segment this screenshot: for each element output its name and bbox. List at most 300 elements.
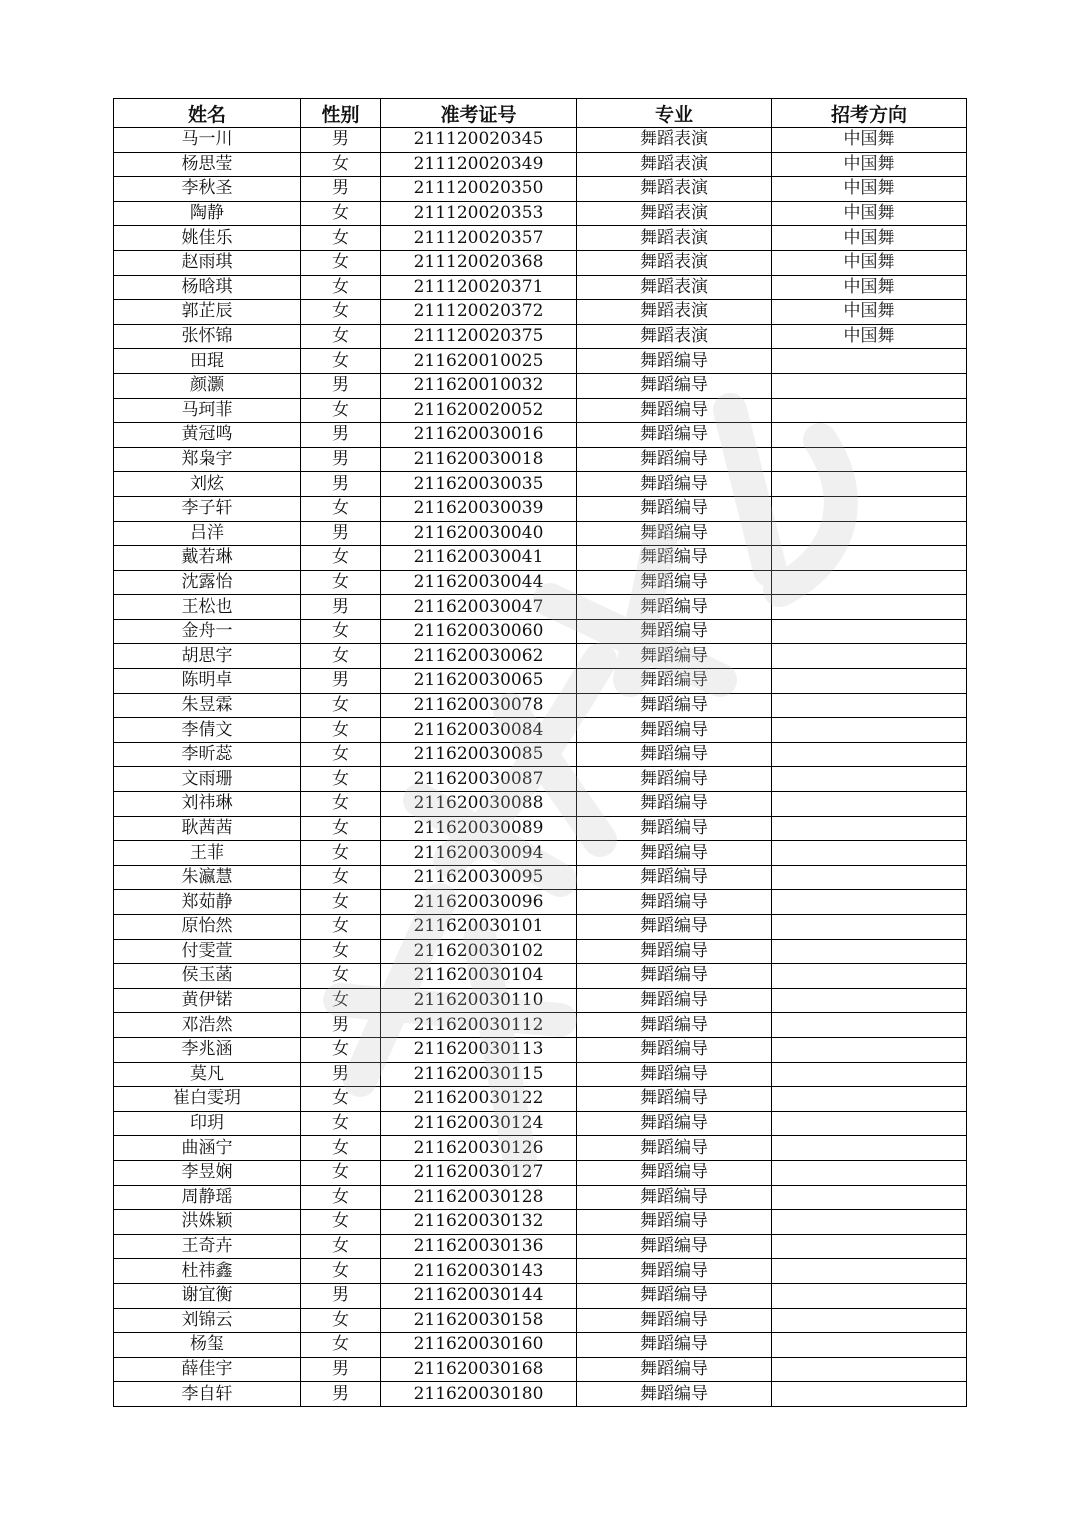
table-row bbox=[114, 324, 967, 349]
cell-direction bbox=[772, 496, 967, 521]
cell-exam-id: 211620020052 bbox=[381, 398, 577, 423]
cell-name: 陶静 bbox=[114, 201, 301, 226]
table-row bbox=[114, 964, 967, 989]
cell-exam-id: 211620030132 bbox=[381, 1210, 577, 1235]
table-row bbox=[114, 816, 967, 841]
table-row bbox=[114, 1283, 967, 1308]
cell-direction bbox=[772, 423, 967, 448]
cell-name: 戴若琳 bbox=[114, 546, 301, 571]
cell-name: 马珂菲 bbox=[114, 398, 301, 423]
cell-gender: 女 bbox=[301, 1185, 381, 1210]
cell-major: 舞蹈编导 bbox=[577, 1111, 772, 1136]
cell-name: 李秋圣 bbox=[114, 177, 301, 202]
cell-gender: 女 bbox=[301, 300, 381, 325]
cell-direction bbox=[772, 447, 967, 472]
cell-exam-id: 211620030144 bbox=[381, 1283, 577, 1308]
cell-name: 朱昱霖 bbox=[114, 693, 301, 718]
table-header-row bbox=[114, 99, 967, 128]
header-major: 专业 bbox=[577, 99, 772, 128]
cell-major: 舞蹈表演 bbox=[577, 128, 772, 153]
cell-gender: 女 bbox=[301, 841, 381, 866]
cell-exam-id: 211120020353 bbox=[381, 201, 577, 226]
cell-gender: 女 bbox=[301, 792, 381, 817]
cell-exam-id: 211620030110 bbox=[381, 988, 577, 1013]
cell-gender: 女 bbox=[301, 693, 381, 718]
cell-name: 曲涵宁 bbox=[114, 1136, 301, 1161]
table-row bbox=[114, 939, 967, 964]
cell-direction bbox=[772, 1234, 967, 1259]
cell-major: 舞蹈表演 bbox=[577, 275, 772, 300]
cell-name: 周静瑶 bbox=[114, 1185, 301, 1210]
cell-name: 邓浩然 bbox=[114, 1013, 301, 1038]
cell-major: 舞蹈编导 bbox=[577, 841, 772, 866]
cell-gender: 女 bbox=[301, 1087, 381, 1112]
table-row bbox=[114, 1357, 967, 1382]
cell-exam-id: 211620030089 bbox=[381, 816, 577, 841]
cell-gender: 男 bbox=[301, 177, 381, 202]
cell-major: 舞蹈编导 bbox=[577, 1308, 772, 1333]
cell-major: 舞蹈编导 bbox=[577, 816, 772, 841]
cell-direction bbox=[772, 546, 967, 571]
cell-major: 舞蹈编导 bbox=[577, 915, 772, 940]
table-row bbox=[114, 226, 967, 251]
cell-exam-id: 211620030095 bbox=[381, 865, 577, 890]
cell-exam-id: 211620030040 bbox=[381, 521, 577, 546]
cell-name: 李倩文 bbox=[114, 718, 301, 743]
cell-direction bbox=[772, 915, 967, 940]
cell-exam-id: 211620030062 bbox=[381, 644, 577, 669]
cell-major: 舞蹈编导 bbox=[577, 447, 772, 472]
cell-name: 付雯萱 bbox=[114, 939, 301, 964]
cell-name: 杨思莹 bbox=[114, 152, 301, 177]
cell-gender: 女 bbox=[301, 226, 381, 251]
table-row bbox=[114, 472, 967, 497]
cell-direction bbox=[772, 964, 967, 989]
table-row bbox=[114, 570, 967, 595]
cell-name: 原怡然 bbox=[114, 915, 301, 940]
cell-exam-id: 211620030160 bbox=[381, 1333, 577, 1358]
cell-major: 舞蹈编导 bbox=[577, 1062, 772, 1087]
cell-name: 刘炫 bbox=[114, 472, 301, 497]
cell-direction: 中国舞 bbox=[772, 152, 967, 177]
cell-major: 舞蹈编导 bbox=[577, 1160, 772, 1185]
cell-gender: 女 bbox=[301, 349, 381, 374]
cell-major: 舞蹈表演 bbox=[577, 226, 772, 251]
cell-major: 舞蹈编导 bbox=[577, 767, 772, 792]
cell-exam-id: 211620030104 bbox=[381, 964, 577, 989]
cell-exam-id: 211620030128 bbox=[381, 1185, 577, 1210]
cell-gender: 女 bbox=[301, 1308, 381, 1333]
cell-major: 舞蹈编导 bbox=[577, 349, 772, 374]
cell-gender: 女 bbox=[301, 324, 381, 349]
cell-name: 谢宜衡 bbox=[114, 1283, 301, 1308]
cell-gender: 女 bbox=[301, 398, 381, 423]
table-row bbox=[114, 792, 967, 817]
cell-direction bbox=[772, 472, 967, 497]
table-row bbox=[114, 619, 967, 644]
cell-major: 舞蹈编导 bbox=[577, 718, 772, 743]
cell-gender: 女 bbox=[301, 1136, 381, 1161]
cell-exam-id: 211620030115 bbox=[381, 1062, 577, 1087]
cell-name: 金舟一 bbox=[114, 619, 301, 644]
table-row bbox=[114, 742, 967, 767]
cell-exam-id: 211620030078 bbox=[381, 693, 577, 718]
cell-direction bbox=[772, 816, 967, 841]
cell-direction bbox=[772, 1185, 967, 1210]
cell-gender: 女 bbox=[301, 496, 381, 521]
cell-major: 舞蹈编导 bbox=[577, 1136, 772, 1161]
cell-major: 舞蹈编导 bbox=[577, 595, 772, 620]
cell-major: 舞蹈编导 bbox=[577, 570, 772, 595]
table-row bbox=[114, 1382, 967, 1407]
cell-direction bbox=[772, 1259, 967, 1284]
cell-major: 舞蹈编导 bbox=[577, 619, 772, 644]
cell-gender: 女 bbox=[301, 1037, 381, 1062]
cell-name: 郑枭宇 bbox=[114, 447, 301, 472]
table-row bbox=[114, 152, 967, 177]
cell-gender: 女 bbox=[301, 890, 381, 915]
cell-major: 舞蹈编导 bbox=[577, 988, 772, 1013]
table-row bbox=[114, 1308, 967, 1333]
table-row bbox=[114, 1185, 967, 1210]
table-row bbox=[114, 865, 967, 890]
table-row bbox=[114, 767, 967, 792]
cell-gender: 女 bbox=[301, 915, 381, 940]
cell-name: 黄冠鸣 bbox=[114, 423, 301, 448]
cell-direction bbox=[772, 718, 967, 743]
cell-name: 李自轩 bbox=[114, 1382, 301, 1407]
cell-gender: 男 bbox=[301, 595, 381, 620]
table-row bbox=[114, 1087, 967, 1112]
cell-major: 舞蹈编导 bbox=[577, 546, 772, 571]
table-row bbox=[114, 300, 967, 325]
cell-direction bbox=[772, 619, 967, 644]
table-row bbox=[114, 1037, 967, 1062]
cell-direction: 中国舞 bbox=[772, 300, 967, 325]
cell-gender: 女 bbox=[301, 570, 381, 595]
cell-exam-id: 211620010032 bbox=[381, 373, 577, 398]
table-row bbox=[114, 496, 967, 521]
cell-major: 舞蹈编导 bbox=[577, 964, 772, 989]
cell-major: 舞蹈编导 bbox=[577, 1283, 772, 1308]
cell-exam-id: 211620030127 bbox=[381, 1160, 577, 1185]
cell-direction bbox=[772, 669, 967, 694]
cell-major: 舞蹈编导 bbox=[577, 472, 772, 497]
cell-name: 王奇卉 bbox=[114, 1234, 301, 1259]
table-row bbox=[114, 988, 967, 1013]
cell-major: 舞蹈编导 bbox=[577, 742, 772, 767]
table-row bbox=[114, 128, 967, 153]
cell-gender: 女 bbox=[301, 1333, 381, 1358]
cell-direction bbox=[772, 373, 967, 398]
table-row bbox=[114, 373, 967, 398]
cell-name: 耿茜茜 bbox=[114, 816, 301, 841]
cell-exam-id: 211620030158 bbox=[381, 1308, 577, 1333]
cell-gender: 女 bbox=[301, 1111, 381, 1136]
cell-direction bbox=[772, 792, 967, 817]
cell-gender: 男 bbox=[301, 669, 381, 694]
cell-name: 郭芷辰 bbox=[114, 300, 301, 325]
cell-major: 舞蹈编导 bbox=[577, 423, 772, 448]
cell-direction bbox=[772, 742, 967, 767]
cell-gender: 女 bbox=[301, 1259, 381, 1284]
cell-major: 舞蹈表演 bbox=[577, 152, 772, 177]
cell-exam-id: 211620030039 bbox=[381, 496, 577, 521]
cell-gender: 女 bbox=[301, 865, 381, 890]
table-row bbox=[114, 595, 967, 620]
cell-exam-id: 211620030094 bbox=[381, 841, 577, 866]
table-row bbox=[114, 693, 967, 718]
cell-direction bbox=[772, 890, 967, 915]
cell-major: 舞蹈编导 bbox=[577, 398, 772, 423]
cell-exam-id: 211120020349 bbox=[381, 152, 577, 177]
cell-direction bbox=[772, 1136, 967, 1161]
cell-major: 舞蹈表演 bbox=[577, 324, 772, 349]
candidate-table bbox=[113, 98, 967, 1407]
table-row bbox=[114, 1136, 967, 1161]
cell-exam-id: 211620030136 bbox=[381, 1234, 577, 1259]
table-row bbox=[114, 201, 967, 226]
cell-exam-id: 211620030084 bbox=[381, 718, 577, 743]
cell-exam-id: 211620030124 bbox=[381, 1111, 577, 1136]
table-row bbox=[114, 841, 967, 866]
cell-direction: 中国舞 bbox=[772, 226, 967, 251]
table-row bbox=[114, 521, 967, 546]
cell-major: 舞蹈编导 bbox=[577, 1013, 772, 1038]
cell-major: 舞蹈编导 bbox=[577, 521, 772, 546]
cell-exam-id: 211620030102 bbox=[381, 939, 577, 964]
table-row bbox=[114, 275, 967, 300]
cell-direction: 中国舞 bbox=[772, 324, 967, 349]
cell-exam-id: 211620030088 bbox=[381, 792, 577, 817]
cell-direction bbox=[772, 693, 967, 718]
cell-exam-id: 211620030113 bbox=[381, 1037, 577, 1062]
cell-name: 李昱娴 bbox=[114, 1160, 301, 1185]
table-row bbox=[114, 669, 967, 694]
cell-exam-id: 211620030018 bbox=[381, 447, 577, 472]
cell-direction bbox=[772, 1013, 967, 1038]
cell-gender: 女 bbox=[301, 275, 381, 300]
cell-major: 舞蹈编导 bbox=[577, 669, 772, 694]
cell-direction bbox=[772, 1210, 967, 1235]
table-row bbox=[114, 1210, 967, 1235]
cell-direction bbox=[772, 1357, 967, 1382]
cell-gender: 男 bbox=[301, 447, 381, 472]
cell-gender: 男 bbox=[301, 423, 381, 448]
cell-gender: 男 bbox=[301, 521, 381, 546]
table-row bbox=[114, 1259, 967, 1284]
cell-gender: 男 bbox=[301, 1013, 381, 1038]
cell-direction bbox=[772, 1283, 967, 1308]
cell-major: 舞蹈编导 bbox=[577, 1382, 772, 1407]
cell-name: 颜灏 bbox=[114, 373, 301, 398]
cell-direction bbox=[772, 595, 967, 620]
cell-exam-id: 211620030047 bbox=[381, 595, 577, 620]
cell-direction bbox=[772, 841, 967, 866]
cell-gender: 女 bbox=[301, 718, 381, 743]
cell-exam-id: 211620030041 bbox=[381, 546, 577, 571]
cell-direction bbox=[772, 939, 967, 964]
table-row bbox=[114, 644, 967, 669]
cell-name: 黄伊锘 bbox=[114, 988, 301, 1013]
cell-gender: 男 bbox=[301, 373, 381, 398]
cell-name: 刘锦云 bbox=[114, 1308, 301, 1333]
cell-exam-id: 211120020350 bbox=[381, 177, 577, 202]
cell-major: 舞蹈编导 bbox=[577, 496, 772, 521]
cell-name: 洪姝颖 bbox=[114, 1210, 301, 1235]
cell-name: 崔白雯玥 bbox=[114, 1087, 301, 1112]
cell-gender: 女 bbox=[301, 1234, 381, 1259]
cell-gender: 女 bbox=[301, 250, 381, 275]
cell-name: 杨晗琪 bbox=[114, 275, 301, 300]
cell-direction: 中国舞 bbox=[772, 177, 967, 202]
table-row bbox=[114, 546, 967, 571]
cell-direction bbox=[772, 570, 967, 595]
cell-exam-id: 211620030126 bbox=[381, 1136, 577, 1161]
table-row bbox=[114, 398, 967, 423]
cell-major: 舞蹈编导 bbox=[577, 1087, 772, 1112]
cell-direction bbox=[772, 767, 967, 792]
table-row bbox=[114, 447, 967, 472]
cell-major: 舞蹈编导 bbox=[577, 1357, 772, 1382]
cell-direction bbox=[772, 1308, 967, 1333]
cell-direction: 中国舞 bbox=[772, 201, 967, 226]
cell-name: 文雨珊 bbox=[114, 767, 301, 792]
cell-exam-id: 211620030085 bbox=[381, 742, 577, 767]
cell-exam-id: 211620030122 bbox=[381, 1087, 577, 1112]
cell-major: 舞蹈编导 bbox=[577, 1333, 772, 1358]
cell-name: 郑茹静 bbox=[114, 890, 301, 915]
cell-direction bbox=[772, 1037, 967, 1062]
cell-gender: 女 bbox=[301, 546, 381, 571]
cell-major: 舞蹈编导 bbox=[577, 373, 772, 398]
cell-gender: 女 bbox=[301, 939, 381, 964]
table-row bbox=[114, 1234, 967, 1259]
cell-major: 舞蹈编导 bbox=[577, 865, 772, 890]
cell-direction: 中国舞 bbox=[772, 250, 967, 275]
table-body bbox=[114, 128, 967, 1407]
cell-direction bbox=[772, 521, 967, 546]
cell-major: 舞蹈表演 bbox=[577, 250, 772, 275]
cell-major: 舞蹈编导 bbox=[577, 693, 772, 718]
cell-major: 舞蹈编导 bbox=[577, 1259, 772, 1284]
cell-gender: 男 bbox=[301, 1382, 381, 1407]
cell-direction bbox=[772, 644, 967, 669]
cell-exam-id: 211120020368 bbox=[381, 250, 577, 275]
cell-name: 印玥 bbox=[114, 1111, 301, 1136]
cell-direction: 中国舞 bbox=[772, 128, 967, 153]
cell-gender: 女 bbox=[301, 1210, 381, 1235]
cell-exam-id: 211120020375 bbox=[381, 324, 577, 349]
cell-name: 侯玉菡 bbox=[114, 964, 301, 989]
cell-direction bbox=[772, 1333, 967, 1358]
cell-exam-id: 211620030096 bbox=[381, 890, 577, 915]
cell-exam-id: 211120020371 bbox=[381, 275, 577, 300]
cell-name: 莫凡 bbox=[114, 1062, 301, 1087]
cell-name: 李昕蕊 bbox=[114, 742, 301, 767]
table-row bbox=[114, 1111, 967, 1136]
cell-name: 王松也 bbox=[114, 595, 301, 620]
cell-gender: 男 bbox=[301, 1062, 381, 1087]
cell-gender: 男 bbox=[301, 1283, 381, 1308]
cell-gender: 女 bbox=[301, 152, 381, 177]
cell-exam-id: 211620030112 bbox=[381, 1013, 577, 1038]
cell-major: 舞蹈编导 bbox=[577, 1037, 772, 1062]
cell-exam-id: 211620030016 bbox=[381, 423, 577, 448]
cell-gender: 女 bbox=[301, 742, 381, 767]
cell-name: 李子轩 bbox=[114, 496, 301, 521]
cell-name: 赵雨琪 bbox=[114, 250, 301, 275]
cell-direction: 中国舞 bbox=[772, 275, 967, 300]
cell-gender: 女 bbox=[301, 964, 381, 989]
cell-direction bbox=[772, 349, 967, 374]
cell-name: 沈露怡 bbox=[114, 570, 301, 595]
cell-exam-id: 211620030101 bbox=[381, 915, 577, 940]
cell-major: 舞蹈编导 bbox=[577, 890, 772, 915]
cell-major: 舞蹈编导 bbox=[577, 792, 772, 817]
cell-direction bbox=[772, 398, 967, 423]
cell-gender: 女 bbox=[301, 767, 381, 792]
table-row bbox=[114, 177, 967, 202]
cell-major: 舞蹈表演 bbox=[577, 300, 772, 325]
cell-gender: 女 bbox=[301, 988, 381, 1013]
cell-exam-id: 211620030143 bbox=[381, 1259, 577, 1284]
cell-name: 胡思宇 bbox=[114, 644, 301, 669]
table-row bbox=[114, 1160, 967, 1185]
cell-gender: 女 bbox=[301, 201, 381, 226]
table-row bbox=[114, 718, 967, 743]
table-row bbox=[114, 1013, 967, 1038]
cell-direction bbox=[772, 1382, 967, 1407]
cell-gender: 女 bbox=[301, 644, 381, 669]
cell-name: 刘祎琳 bbox=[114, 792, 301, 817]
cell-exam-id: 211620030044 bbox=[381, 570, 577, 595]
cell-gender: 男 bbox=[301, 128, 381, 153]
cell-name: 张怀锦 bbox=[114, 324, 301, 349]
cell-name: 吕洋 bbox=[114, 521, 301, 546]
cell-direction bbox=[772, 1160, 967, 1185]
cell-gender: 男 bbox=[301, 472, 381, 497]
table-row bbox=[114, 915, 967, 940]
cell-direction bbox=[772, 865, 967, 890]
cell-name: 朱瀛慧 bbox=[114, 865, 301, 890]
cell-major: 舞蹈编导 bbox=[577, 1234, 772, 1259]
cell-major: 舞蹈编导 bbox=[577, 1210, 772, 1235]
cell-major: 舞蹈编导 bbox=[577, 644, 772, 669]
table-row bbox=[114, 250, 967, 275]
cell-exam-id: 211620030035 bbox=[381, 472, 577, 497]
cell-exam-id: 211120020357 bbox=[381, 226, 577, 251]
cell-name: 陈明卓 bbox=[114, 669, 301, 694]
cell-name: 杜祎鑫 bbox=[114, 1259, 301, 1284]
cell-exam-id: 211620030060 bbox=[381, 619, 577, 644]
header-exam-id: 准考证号 bbox=[381, 99, 577, 128]
cell-name: 姚佳乐 bbox=[114, 226, 301, 251]
cell-name: 王菲 bbox=[114, 841, 301, 866]
table-row bbox=[114, 423, 967, 448]
cell-major: 舞蹈表演 bbox=[577, 201, 772, 226]
table-row bbox=[114, 1062, 967, 1087]
cell-direction bbox=[772, 988, 967, 1013]
cell-direction bbox=[772, 1062, 967, 1087]
cell-exam-id: 211620030087 bbox=[381, 767, 577, 792]
cell-gender: 女 bbox=[301, 1160, 381, 1185]
table-row bbox=[114, 1333, 967, 1358]
header-gender: 性别 bbox=[301, 99, 381, 128]
cell-major: 舞蹈编导 bbox=[577, 1185, 772, 1210]
cell-name: 李兆涵 bbox=[114, 1037, 301, 1062]
cell-gender: 男 bbox=[301, 1357, 381, 1382]
